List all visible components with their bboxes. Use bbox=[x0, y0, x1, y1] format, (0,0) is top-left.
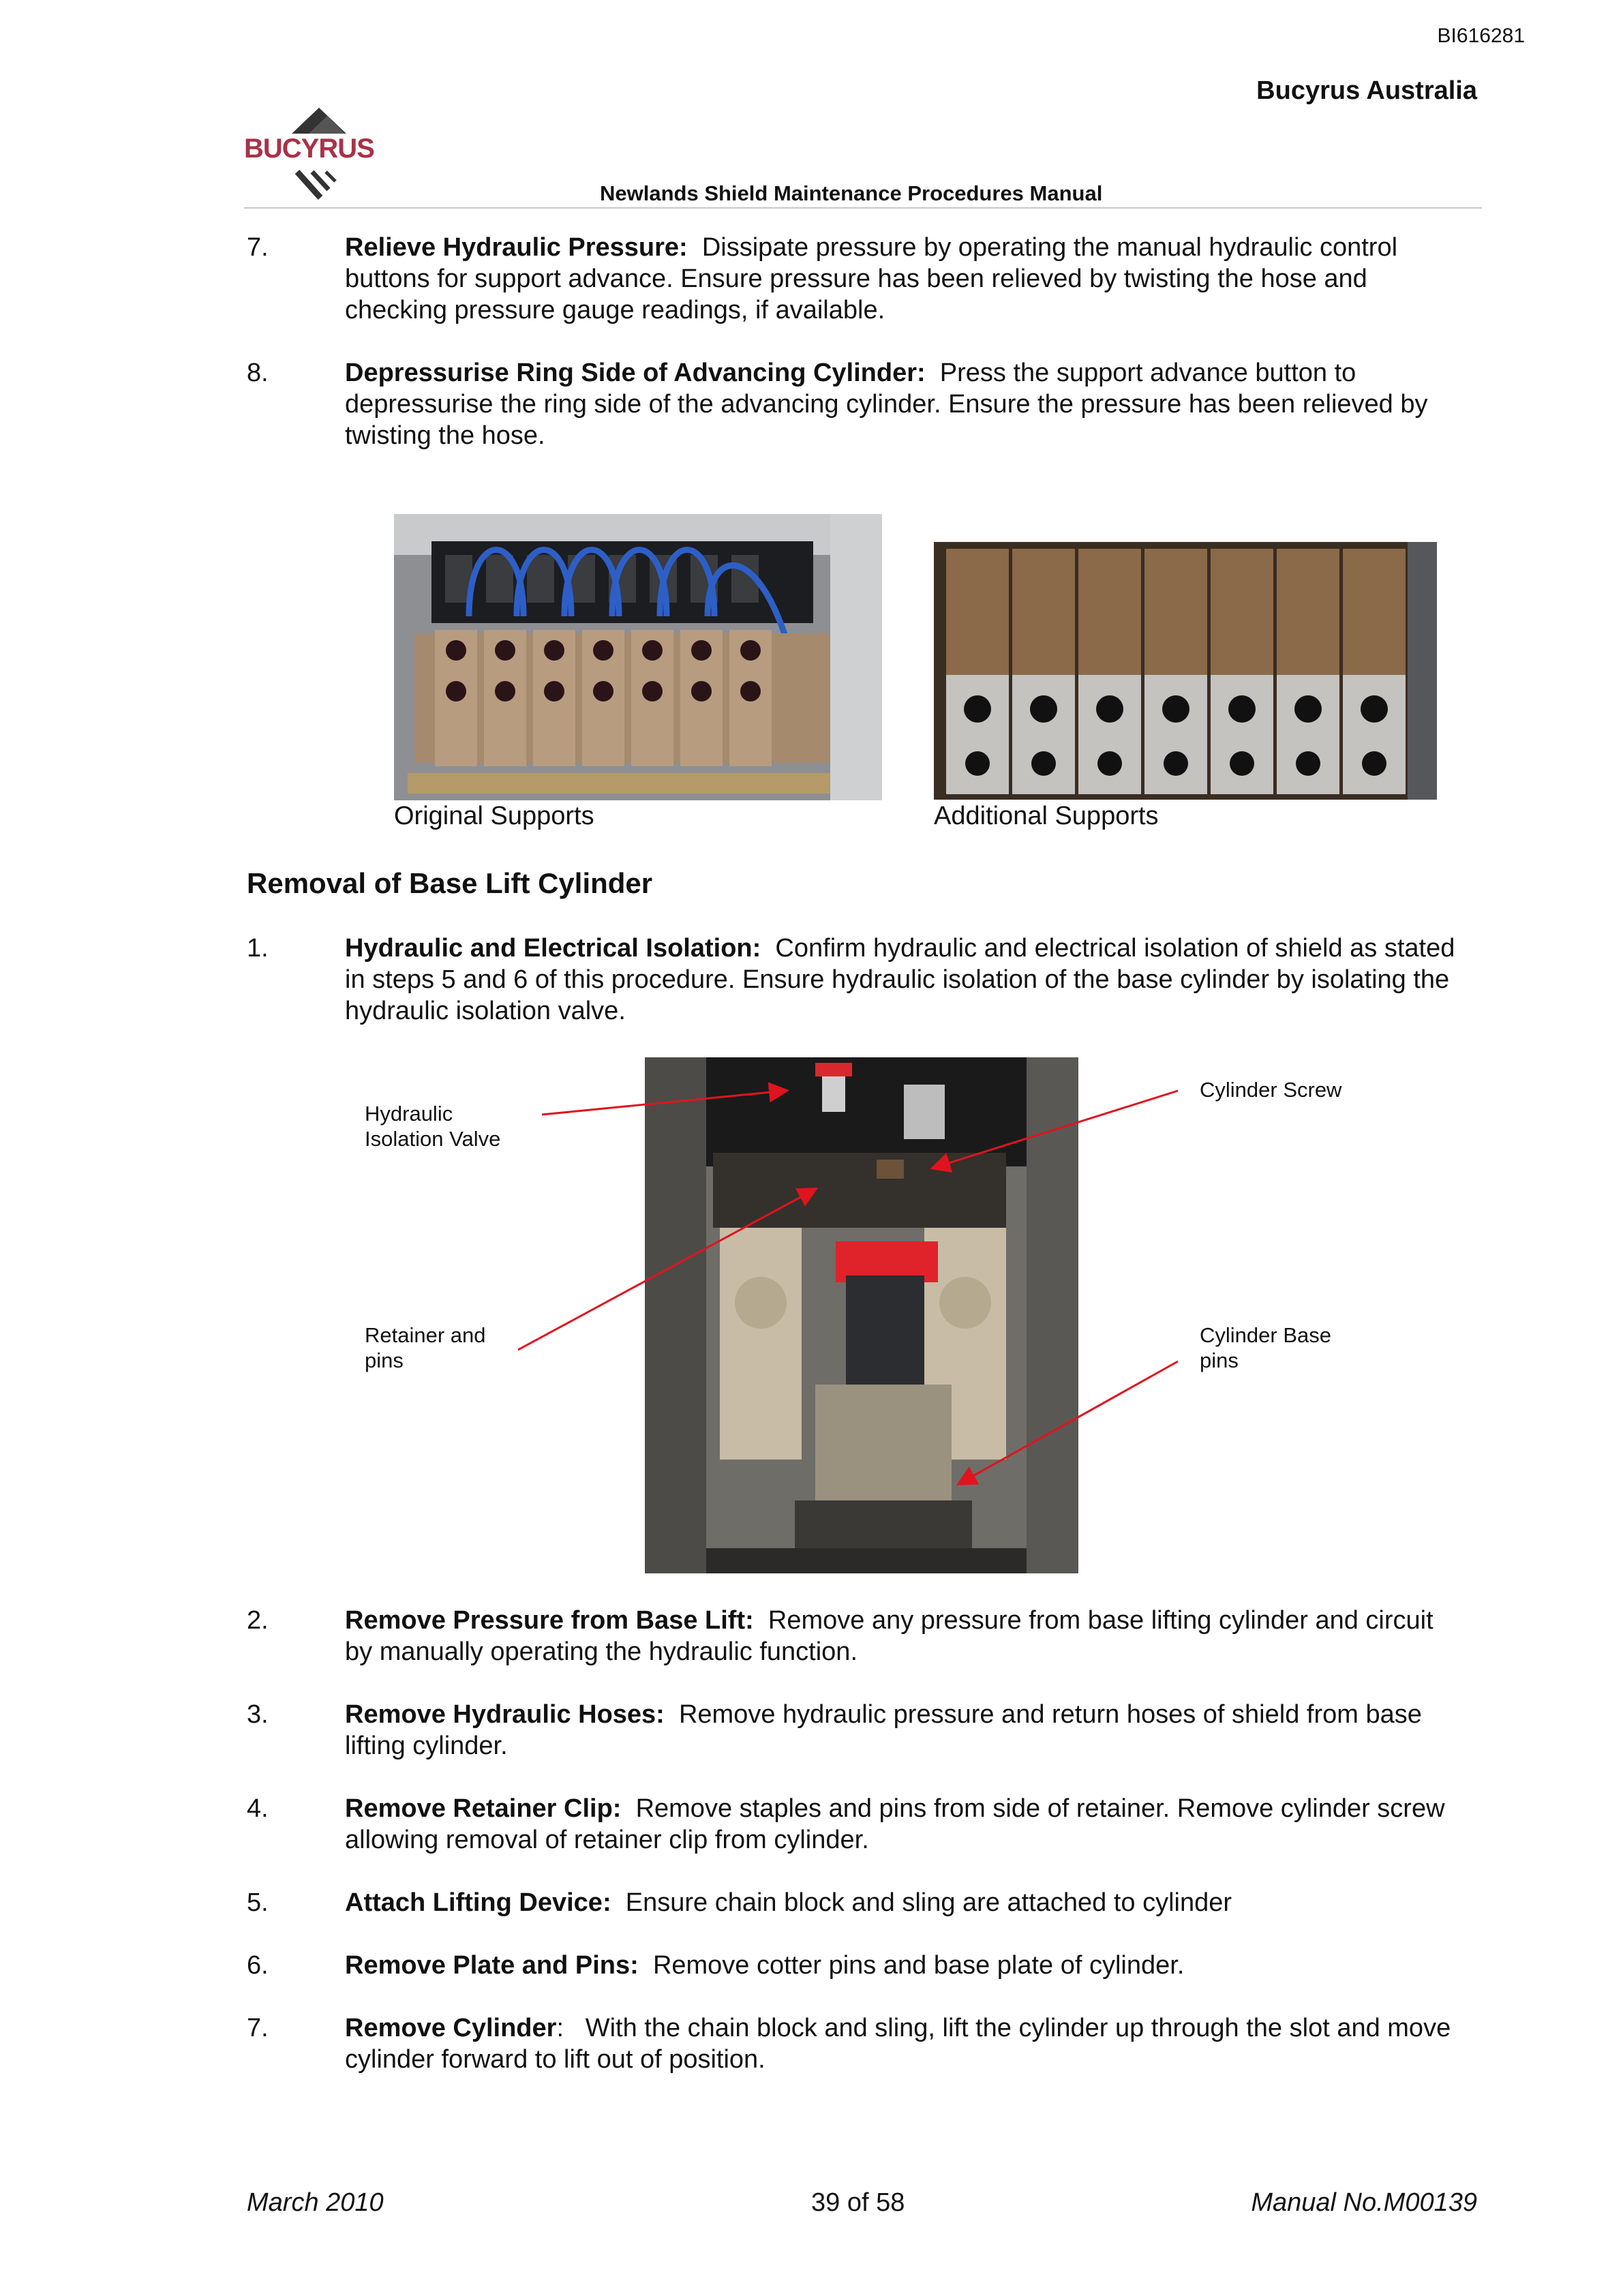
step-title: Relieve Hydraulic Pressure: bbox=[345, 233, 688, 262]
step-item bbox=[247, 1793, 1467, 1856]
step-number: 6. bbox=[247, 1951, 269, 1980]
manual-title: Newlands Shield Maintenance Procedures Manual bbox=[600, 181, 1103, 205]
arrow-retainer-pins bbox=[518, 1190, 815, 1350]
step-number: 4. bbox=[247, 1794, 269, 1823]
step-text: Remove staples and pins from side of retainer. Remove cylinder screw allowing removal of retainer clip from cylinder. bbox=[345, 1794, 1445, 1854]
section-heading: Removal of Base Lift Cylinder bbox=[247, 867, 653, 899]
callout-hydraulic-valve bbox=[365, 1101, 500, 1151]
step-number: 7. bbox=[247, 233, 269, 262]
step-text: Remove cotter pins and base plate of cylinder. bbox=[652, 1951, 1185, 1980]
step-text: Confirm hydraulic and electrical isolation of shield as stated in steps 5 and 6 of this procedure. Ensure hydraulic isolation of the base cylinder by isolating the hydraulic isolation valve. bbox=[345, 934, 1455, 1025]
step-item bbox=[247, 2012, 1467, 2075]
logo-wordmark: BUCYRUS bbox=[244, 134, 374, 164]
step-text: Dissipate pressure by operating the manual hydraulic control buttons for support advance. Ensure pressure has been relieved by twisting the hose and checking pressure gauge readings, if available. bbox=[345, 233, 1398, 324]
step-title: Remove Hydraulic Hoses: bbox=[345, 1700, 665, 1729]
step-number: 5. bbox=[247, 1888, 269, 1917]
step-title: Remove Retainer Clip: bbox=[345, 1794, 622, 1823]
photo-caption-right: Additional Supports bbox=[934, 802, 1159, 830]
callout-retainer-pins bbox=[365, 1323, 486, 1373]
company-name: Bucyrus Australia bbox=[1256, 76, 1477, 105]
step-number: 7. bbox=[247, 2014, 269, 2042]
step-text: With the chain block and sling, lift the cylinder up through the slot and move cylinder forward to lift out of position. bbox=[345, 2014, 1451, 2074]
step-title: Depressurise Ring Side of Advancing Cylinder: bbox=[345, 359, 926, 387]
step-title-suffix: : bbox=[556, 2014, 564, 2042]
callout-text: Retainer and pins bbox=[365, 1323, 486, 1372]
step-title: Hydraulic and Electrical Isolation: bbox=[345, 934, 761, 963]
footer-manual-number: Manual No.M00139 bbox=[1251, 2188, 1477, 2217]
step-item bbox=[247, 1950, 1467, 1981]
step-item bbox=[247, 1887, 1467, 1918]
arrow-hydraulic-valve bbox=[542, 1091, 785, 1115]
step-number: 8. bbox=[247, 359, 269, 387]
step-title: Attach Lifting Device: bbox=[345, 1888, 611, 1917]
document-id: BI616281 bbox=[1437, 25, 1525, 47]
callout-text: Cylinder Screw bbox=[1200, 1078, 1342, 1102]
footer-date: March 2010 bbox=[247, 2188, 384, 2217]
step-item bbox=[247, 1699, 1467, 1762]
footer-page-number: 39 of 58 bbox=[811, 2188, 905, 2217]
callout-text: Cylinder Base pins bbox=[1200, 1323, 1331, 1372]
step-text: Remove hydraulic pressure and return hoses of shield from base lifting cylinder. bbox=[345, 1700, 1422, 1760]
step-number: 3. bbox=[247, 1700, 269, 1729]
step-text: Ensure chain block and sling are attached to cylinder bbox=[625, 1888, 1232, 1917]
step-number: 1. bbox=[247, 934, 269, 963]
step-title: Remove Plate and Pins: bbox=[345, 1951, 639, 1980]
step-title: Remove Pressure from Base Lift: bbox=[345, 1606, 754, 1635]
photo-caption-left: Original Supports bbox=[394, 802, 594, 830]
callout-text: Hydraulic Isolation Valve bbox=[365, 1102, 501, 1151]
arrow-cylinder-base-pins bbox=[960, 1361, 1178, 1483]
callout-cylinder-base-pins bbox=[1200, 1323, 1331, 1373]
step-item bbox=[247, 1605, 1467, 1667]
arrow-cylinder-screw bbox=[934, 1091, 1178, 1168]
step-text: Remove any pressure from base lifting cylinder and circuit by manually operating the hydraulic function. bbox=[345, 1606, 1434, 1666]
callout-cylinder-screw bbox=[1200, 1077, 1341, 1102]
step-text: Press the support advance button to depressurise the ring side of the advancing cylinder. Ensure the pressure has been relieved by twisting the hose. bbox=[345, 359, 1428, 450]
step-title: Remove Cylinder bbox=[345, 2014, 557, 2042]
step-number: 2. bbox=[247, 1606, 269, 1635]
